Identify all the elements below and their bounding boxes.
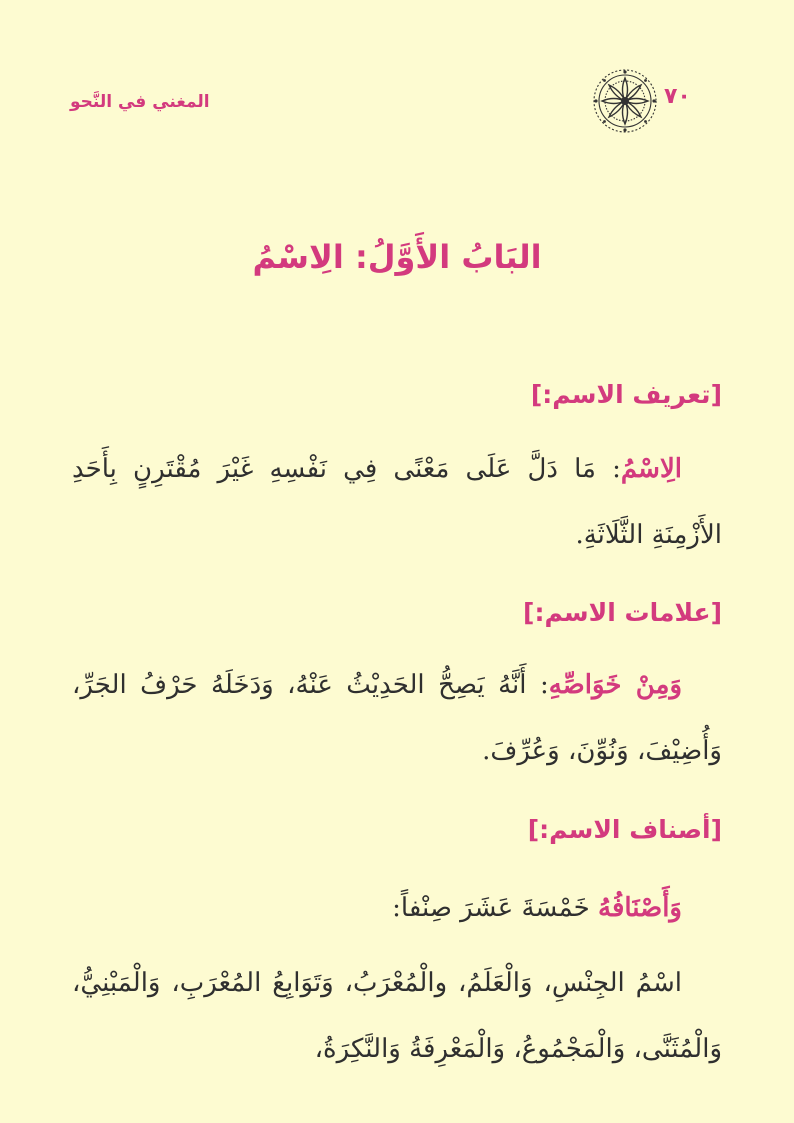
page-number: ٧٠ <box>664 84 691 109</box>
paragraph-types-list: اسْمُ الجِنْسِ، وَالْعَلَمُ، والْمُعْرَبُ، وَتَوَابِعُ المُعْرَبِ، وَالْمَبْنِيُّ، وَالْمُثَنَّى، وَالْمَجْمُوعُ، وَالْمَعْرِفَةُ وَالنَّكِرَةُ، <box>72 968 722 1064</box>
paragraph-signs <box>72 652 722 784</box>
chapter-title: البَابُ الأَوَّلُ: الِاسْمُ <box>252 238 542 276</box>
paragraph-lead-word: وَأَصْنَافُهُ <box>598 893 682 923</box>
rosette-ornament-icon <box>590 66 660 136</box>
section-heading-definition: [تعريف الاسم:] <box>530 380 722 409</box>
paragraph-text: خَمْسَةَ عَشَرَ صِنْفاً: <box>392 893 598 923</box>
paragraph-text: : مَا دَلَّ عَلَى مَعْنًى فِي نَفْسِهِ غَيْرَ مُقْتَرِنٍ بِأَحَدِ الأَزْمِنَةِ الثَّلَاثَةِ. <box>72 454 722 550</box>
paragraph-definition <box>72 436 722 568</box>
section-heading-types: [أصناف الاسم:] <box>527 815 722 844</box>
section-heading-signs: [علامات الاسم:] <box>523 598 722 627</box>
paragraph-lead-word: وَمِنْ خَوَاصِّهِ <box>548 670 682 700</box>
paragraph-text: : أَنَّهُ يَصِحُّ الحَدِيْثُ عَنْهُ، وَدَخَلَهُ حَرْفُ الجَرِّ، وَأُضِيْفَ، وَنُوِّنَ، وَعُرِّفَ. <box>72 670 722 766</box>
paragraph-lead-word: الِاسْمُ <box>620 454 682 484</box>
paragraph-types-intro <box>72 875 722 941</box>
running-header-book-title: المغني في النَّحو <box>70 92 210 112</box>
